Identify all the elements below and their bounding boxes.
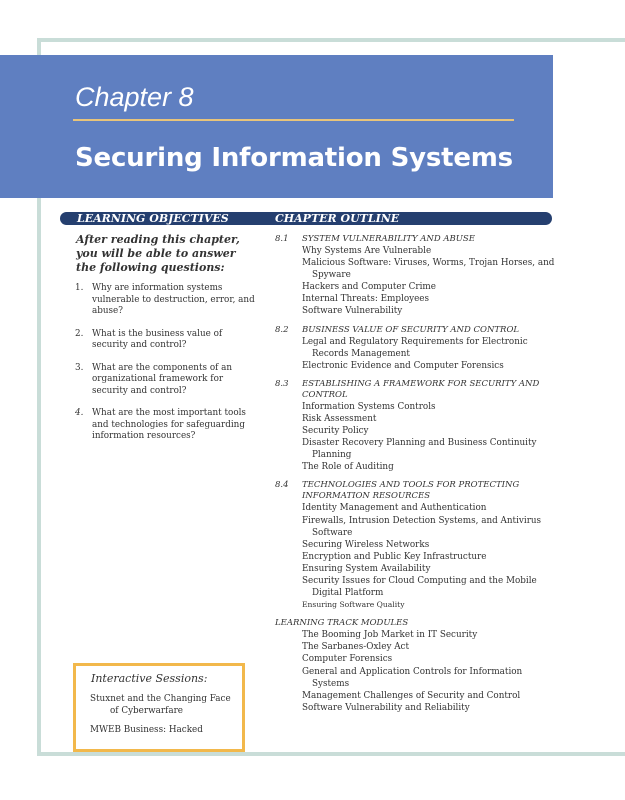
outline-topic: Firewalls, Intrusion Detection Systems, and Antivirus Software [302,515,542,538]
outline-topic: Risk Assessment [302,413,377,424]
outline-topic: Securing Wireless Networks [302,539,430,550]
chapter-banner [0,55,553,198]
chapter-rule [73,119,514,121]
learning-objective-number: 4. [75,408,84,419]
learning-objectives-intro: After reading this chapter, you will be able to answer the following questions: [76,233,240,274]
interactive-sessions-box [73,663,245,752]
outline-topic: Identity Management and Authentication [302,503,487,514]
learning-track-item: Management Challenges of Security and Control [302,690,521,701]
learning-track-item: The Booming Job Market in IT Security [302,630,478,641]
outline-section-heading [275,480,560,502]
learning-objective-number: 2. [75,328,84,339]
learning-objective-item [75,408,257,443]
outline-topic: Ensuring Software Quality [302,600,405,610]
learning-objectives-list [75,283,257,454]
learning-objective-item [75,363,257,398]
learning-track-item: The Sarbanes-Oxley Act [302,642,410,653]
outline-section-heading [275,379,560,401]
outline-section [275,234,560,318]
outline-section-title: TECHNOLOGIES AND TOOLS FOR PROTECTING INFORMATION RESOURCES [302,480,520,502]
learning-objective-item [75,329,257,352]
outline-section-title: BUSINESS VALUE OF SECURITY AND CONTROL [302,324,520,335]
outline-section [275,480,560,611]
interactive-sessions-title: Interactive Sessions: [91,672,208,685]
learning-objective-item [75,283,257,318]
outline-topic: Malicious Software: Viruses, Worms, Trojan Horses, and Spyware [302,258,555,281]
outline-section-title: SYSTEM VULNERABILITY AND ABUSE [302,234,475,244]
interactive-session-item: Stuxnet and the Changing Face of Cyberwarfare [90,694,231,716]
chapter-outline [275,234,560,721]
learning-objective-text: What are the components of an organizational framework for security and control? [92,362,233,396]
outline-topic: Legal and Regulatory Requirements for Electronic Records Management [302,336,528,359]
learning-track-item: General and Application Controls for Information Systems [302,666,523,689]
outline-section-number: 8.2 [275,324,289,335]
outline-topic: Security Policy [302,426,369,437]
learning-track-heading: LEARNING TRACK MODULES [275,618,409,629]
learning-objective-text: What are the most important tools and technologies for safeguarding information resources? [92,408,246,442]
outline-topic: Encryption and Public Key Infrastructure [302,551,487,562]
chapter-outline-heading: CHAPTER OUTLINE [275,212,400,225]
interactive-session-item: MWEB Business: Hacked [90,725,203,735]
chapter-title: Securing Information Systems [75,143,513,173]
outline-section [275,379,560,474]
outline-topic: The Role of Auditing [302,462,394,473]
chapter-label: Chapter 8 [75,82,194,112]
learning-objective-number: 3. [75,362,84,373]
page-frame-top [37,38,625,42]
learning-objectives-heading: LEARNING OBJECTIVES [77,212,229,225]
outline-section-number: 8.3 [275,378,289,389]
outline-section [275,325,560,372]
outline-topic: Disaster Recovery Planning and Business Continuity Planning [302,438,537,461]
learning-track-item: Computer Forensics [302,654,393,665]
outline-topic: Information Systems Controls [302,401,436,412]
outline-section-number: 8.4 [275,480,289,491]
learning-objective-text: What is the business value of security and control? [92,328,223,351]
outline-section-number: 8.1 [275,234,289,244]
outline-topic: Ensuring System Availability [302,563,431,574]
outline-topic: Internal Threats: Employees [302,294,430,305]
outline-topic: Security Issues for Cloud Computing and the Mobile Digital Platform [302,575,537,599]
outline-topic: Hackers and Computer Crime [302,282,436,293]
outline-section-title: ESTABLISHING A FRAMEWORK FOR SECURITY AND CONTROL [302,378,540,400]
learning-track-section [275,618,560,714]
outline-section-heading [275,234,560,245]
outline-topic: Why Systems Are Vulnerable [302,246,432,256]
learning-objective-number: 1. [75,283,84,293]
outline-topic: Software Vulnerability [302,306,403,317]
page-frame-bottom [37,752,625,756]
outline-section-heading [275,325,560,336]
outline-topic: Electronic Evidence and Computer Forensics [302,360,504,371]
learning-track-item: Software Vulnerability and Reliability [302,702,470,713]
learning-objective-text: Why are information systems vulnerable to destruction, error, and abuse? [92,283,255,317]
